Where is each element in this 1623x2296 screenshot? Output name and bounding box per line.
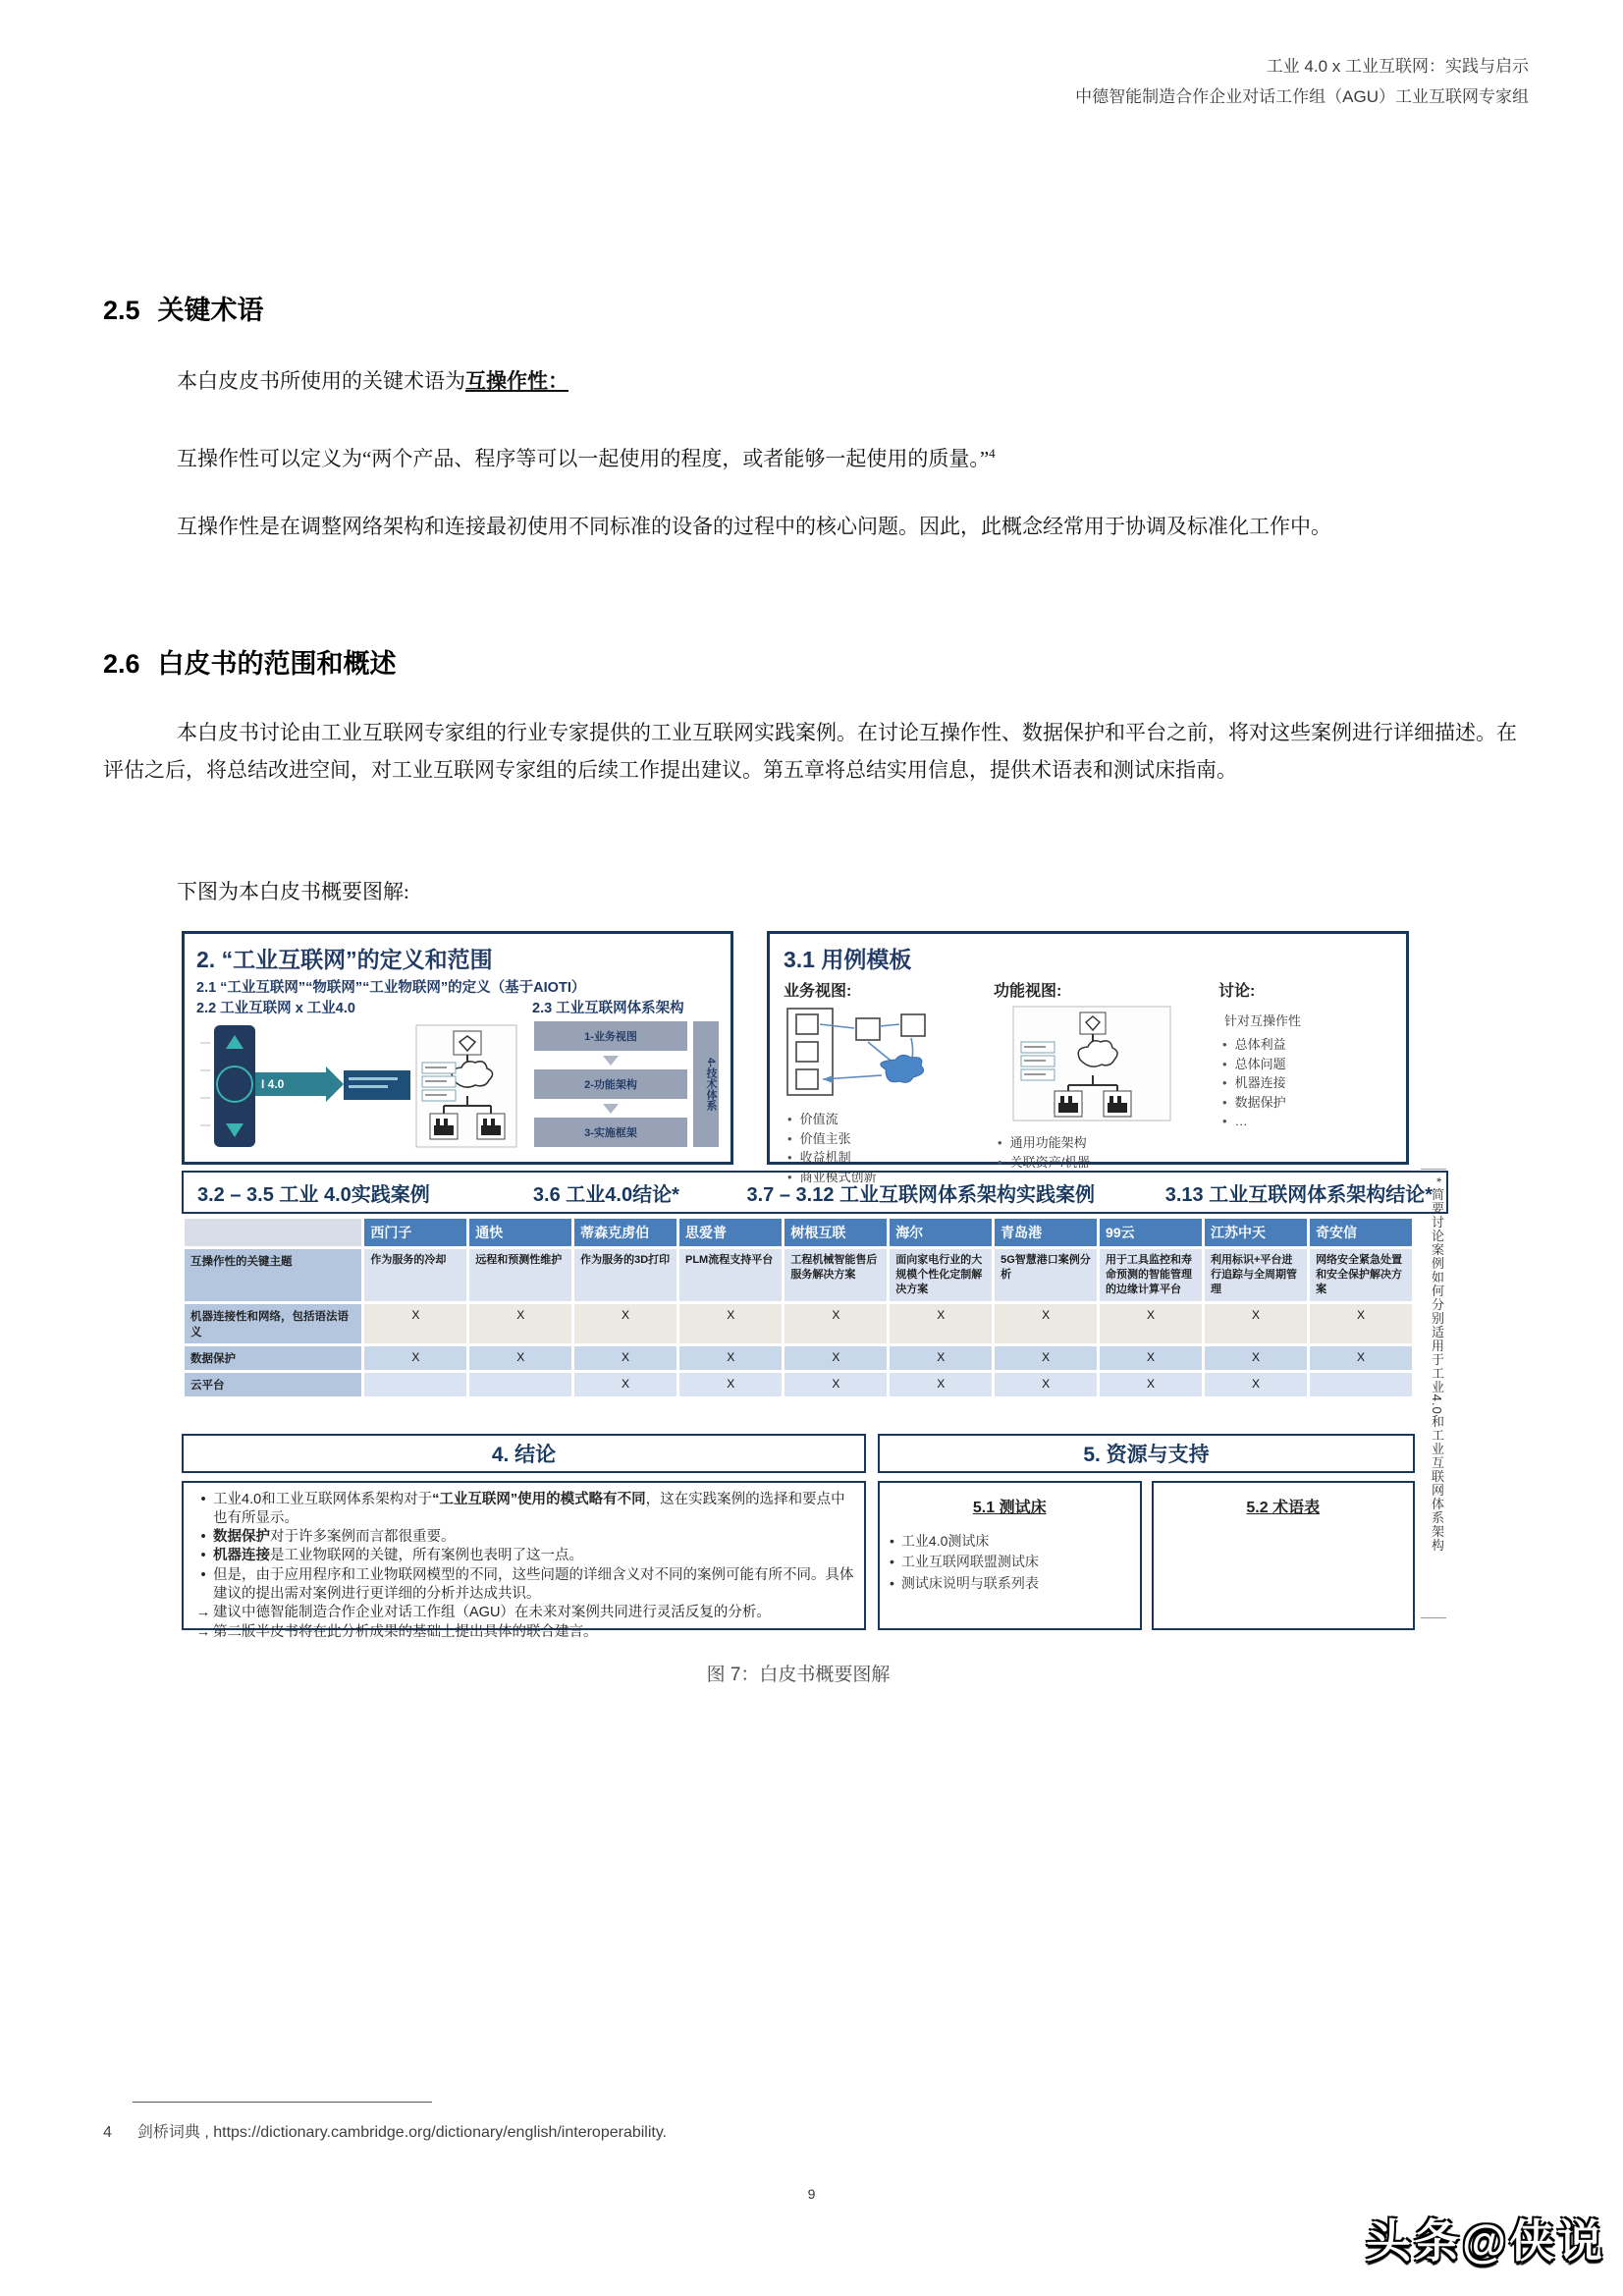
testbed-bullets — [890, 1531, 1130, 1595]
arch-layer-business: 1-业务视图 — [534, 1021, 687, 1051]
table-cell: 利用标识+平台进行追踪与全周期管理 — [1205, 1249, 1307, 1301]
table-cell: 远程和预测性维护 — [469, 1249, 571, 1301]
row-label: 云平台 — [185, 1373, 361, 1396]
table-cell: X — [1205, 1304, 1307, 1343]
table-cell: X — [784, 1373, 887, 1396]
glossary-title: 5.2 术语表 — [1246, 1499, 1321, 1516]
i40-label: I 4.0 — [261, 1077, 285, 1092]
arrow-down-icon — [603, 1104, 619, 1114]
list-item: • 价值主张 — [787, 1129, 980, 1149]
table-cell: X — [1100, 1373, 1202, 1396]
table-cell: X — [574, 1304, 676, 1343]
list-item: • 关联资产/机器 — [998, 1153, 1205, 1173]
footnote-divider — [133, 2102, 432, 2103]
figure-box-definition — [182, 931, 733, 1165]
footnote-ref: 4 — [989, 446, 996, 461]
i40-x-iiot-diagram — [196, 1023, 520, 1149]
table-cell: X — [1310, 1346, 1412, 1370]
section-title: 白皮书的范围和概述 — [157, 649, 397, 680]
table-cell: X — [784, 1346, 887, 1370]
function-view-label: 功能视图: — [994, 983, 1062, 1000]
page-number: 9 — [807, 2186, 816, 2202]
conclusion-item: • 但是，由于应用程序和工业物联网模型的不同，这些问题的详细含义对不同的案例可能有所不同。具体建议的提出需对案例进行更详细的分析并达成共识。 — [200, 1566, 854, 1602]
table-cell: X — [679, 1346, 782, 1370]
table-cell — [1310, 1373, 1412, 1396]
company-header: 99云 — [1100, 1219, 1202, 1246]
section-title: 关键术语 — [157, 296, 264, 326]
page-header — [1075, 51, 1529, 113]
corner-cell — [185, 1219, 361, 1246]
business-view-label: 业务视图: — [784, 983, 852, 1000]
glossary-box — [1152, 1481, 1416, 1630]
table-cell: X — [995, 1373, 1097, 1396]
table-row — [185, 1346, 1412, 1370]
footnote — [103, 2119, 667, 2142]
table-row — [185, 1304, 1412, 1343]
def-line-2-2: 2.2 工业互联网 x 工业4.0 — [196, 1001, 355, 1017]
footnote-text[interactable]: 剑桥词典 , https://dictionary.cambridge.org/dictionary/english/interoperability. — [136, 2124, 668, 2141]
paragraph-definition — [103, 435, 1535, 477]
paragraph-key-term — [103, 362, 1535, 400]
row-label: 机器连接性和网络，包括语法语义 — [185, 1304, 361, 1343]
arch-layer-function: 2-功能架构 — [534, 1069, 687, 1099]
footnote-number: 4 — [103, 2124, 112, 2141]
table-cell — [469, 1373, 571, 1396]
table-cell: PLM流程支持平台 — [679, 1249, 782, 1301]
table-cell — [364, 1373, 466, 1396]
section-heading-2-6 — [103, 642, 397, 681]
function-view-diagram — [994, 1005, 1190, 1122]
resources-section — [878, 1434, 1415, 1630]
company-header: 奇安信 — [1310, 1219, 1412, 1246]
table-cell: X — [364, 1346, 466, 1370]
arch-layer-implementation: 3-实施框架 — [534, 1118, 687, 1147]
company-header: 海尔 — [890, 1219, 992, 1246]
band-seg-3: 3.7 – 3.12 工业互联网体系架构实践案例 — [746, 1183, 1096, 1206]
row-label: 数据保护 — [185, 1346, 361, 1370]
def-line-2-3: 2.3 工业互联网体系架构 — [532, 1001, 684, 1017]
list-item: • 数据保护 — [1222, 1093, 1392, 1113]
table-cell: X — [1310, 1304, 1412, 1343]
list-item: • 通用功能架构 — [998, 1133, 1205, 1153]
list-item: • … — [1222, 1112, 1392, 1131]
table-cell: X — [890, 1373, 992, 1396]
table-cell: X — [679, 1304, 782, 1343]
band-seg-2: 3.6 工业4.0结论* — [532, 1183, 679, 1206]
term-interoperability: 互操作性： — [465, 369, 568, 393]
figure-box-usecase — [767, 931, 1409, 1184]
conclusion-item: → 建议中德智能制造合作企业对话工作组（AGU）在未来对案例共同进行灵活反复的分析。 — [195, 1605, 771, 1621]
company-header: 江苏中天 — [1205, 1219, 1307, 1246]
company-header: 树根互联 — [784, 1219, 887, 1246]
conclusion-item: • 机器连接是工业物联网的关键，所有案例也表明了这一点。 — [200, 1548, 583, 1564]
figure-side-note: * 简要讨论案例如何分别适用于工业4.0和工业互联网体系架构 — [1421, 1169, 1446, 1618]
def-line-2-1: 2.1 “工业互联网”“物联网”“工业物联网”的定义（基于AIOTI） — [196, 980, 586, 996]
discussion-label: 讨论: — [1218, 983, 1256, 1000]
connector-arrow — [820, 1024, 854, 1028]
list-item: • 商业模式创新 — [787, 1168, 980, 1187]
paragraph-core-issue: 互操作性是在调整网络架构和连接最初使用不同标准的设备的过程中的核心问题。因此，此概念经常用于协调及标准化工作中。 — [177, 515, 1331, 538]
conclusion-section — [182, 1434, 866, 1640]
table-cell: 作为服务的冷却 — [364, 1249, 466, 1301]
table-cell: X — [890, 1304, 992, 1343]
table-cell: X — [679, 1373, 782, 1396]
company-header: 西门子 — [364, 1219, 466, 1246]
arch-layer-technology: 4-技术体系 — [693, 1021, 719, 1147]
business-bullets — [787, 1110, 980, 1186]
table-cell: 工程机械智能售后服务解决方案 — [784, 1249, 887, 1301]
box-title: 2. “工业互联网”的定义和范围 — [196, 947, 493, 972]
table-cell: X — [574, 1346, 676, 1370]
table-row — [185, 1249, 1412, 1301]
list-item: • 收益机制 — [787, 1148, 980, 1168]
table-cell: X — [995, 1304, 1097, 1343]
paragraph-scope: 本白皮书讨论由工业互联网专家组的行业专家提供的工业互联网实践案例。在讨论互操作性、数据保护和平台之前，将对这些案例进行详细描述。在评估之后，将总结改进空间，对工业互联网专家组的后续工作提出建议。第五章将总结实用信息，提供术语表和测试床指南。 — [103, 721, 1517, 782]
company-header: 思爱普 — [679, 1219, 782, 1246]
list-item: • 工业互联网联盟测试床 — [890, 1552, 1130, 1573]
summary-table — [182, 1216, 1415, 1399]
company-header: 通快 — [469, 1219, 571, 1246]
table-header-row — [185, 1219, 1412, 1246]
header-subtitle: 中德智能制造合作企业对话工作组（AGU）工业互联网专家组 — [1075, 87, 1529, 107]
table-cell: X — [469, 1346, 571, 1370]
table-cell: X — [995, 1346, 1097, 1370]
table-cell: 网络安全紧急处置和安全保护解决方案 — [1310, 1249, 1412, 1301]
conclusion-item: • 数据保护对于许多案例而言都很重要。 — [200, 1529, 456, 1546]
table-cell: X — [1205, 1373, 1307, 1396]
figure-caption: 图 7：白皮书概要图解 — [706, 1664, 891, 1685]
table-cell: X — [1205, 1346, 1307, 1370]
paragraph-text: 互操作性可以定义为“两个产品、程序等可以一起使用的程度，或者能够一起使用的质量。” — [177, 447, 990, 470]
list-item: • 机器连接 — [1222, 1073, 1392, 1093]
company-header: 蒂森克虏伯 — [574, 1219, 676, 1246]
conclusion-item: → 第二版半皮书将在此分析成果的基础上提出具体的联合建言。 — [195, 1623, 598, 1640]
table-cell: X — [364, 1304, 466, 1343]
resources-title: 5. 资源与支持 — [878, 1434, 1415, 1473]
header-title: 工业 4.0 x 工业互联网：实践与启示 — [1266, 57, 1529, 76]
band-seg-1: 3.2 – 3.5 工业 4.0实践案例 — [197, 1183, 430, 1206]
figure-band — [182, 1171, 1448, 1214]
table-cell: X — [1100, 1346, 1202, 1370]
table-cell: 用于工具监控和寿命预测的智能管理的边缘计算平台 — [1100, 1249, 1202, 1301]
list-item: • 价值流 — [787, 1110, 980, 1129]
discussion-intro: 针对互操作性 — [1224, 1013, 1302, 1028]
watermark: 头条@侠说 — [1366, 2215, 1605, 2267]
band-seg-4: 3.13 工业互联网体系架构结论* — [1164, 1183, 1434, 1206]
table-cell: 面向家电行业的大规模个性化定制解决方案 — [890, 1249, 992, 1301]
paragraph-figure-intro: 下图为本白皮书概要图解: — [177, 880, 409, 903]
testbed-box — [878, 1481, 1142, 1630]
architecture-diagram — [534, 1021, 719, 1147]
list-item: • 工业4.0测试床 — [890, 1531, 1130, 1553]
conclusion-title: 4. 结论 — [182, 1434, 866, 1473]
table-cell: 5G智慧港口案例分析 — [995, 1249, 1097, 1301]
table-row — [185, 1373, 1412, 1396]
cloud-icon — [881, 1055, 924, 1082]
table-cell: X — [574, 1373, 676, 1396]
table-cell: X — [1100, 1304, 1202, 1343]
arrow-down-icon — [603, 1056, 619, 1066]
table-cell: 作为服务的3D打印 — [574, 1249, 676, 1301]
business-view-diagram — [784, 1005, 970, 1099]
conclusion-list — [182, 1481, 866, 1640]
section-number: 2.5 — [103, 296, 140, 326]
box-title: 3.1 用例模板 — [784, 947, 912, 972]
table-cell: X — [890, 1346, 992, 1370]
figure-7 — [182, 931, 1448, 1686]
company-header: 青岛港 — [995, 1219, 1097, 1246]
list-item: • 总体问题 — [1222, 1055, 1392, 1074]
paragraph-text: 本白皮皮书所使用的关键术语为 — [177, 369, 465, 393]
list-item: • 总体利益 — [1222, 1035, 1392, 1055]
table-cell: X — [784, 1304, 887, 1343]
discussion-bullets — [1222, 1035, 1392, 1131]
table-cell: X — [469, 1304, 571, 1343]
testbed-title: 5.1 测试床 — [972, 1499, 1047, 1516]
section-number: 2.6 — [103, 649, 140, 680]
list-item: • 测试床说明与联系列表 — [890, 1573, 1130, 1595]
section-heading-2-5 — [103, 289, 264, 327]
row-label: 互操作性的关键主题 — [185, 1249, 361, 1301]
conclusion-item: • 工业4.0和工业互联网体系架构对于“工业互联网”使用的模式略有不同，这在实践案例的选择和要点中也有所显示。 — [200, 1491, 845, 1526]
function-bullets — [998, 1133, 1205, 1172]
